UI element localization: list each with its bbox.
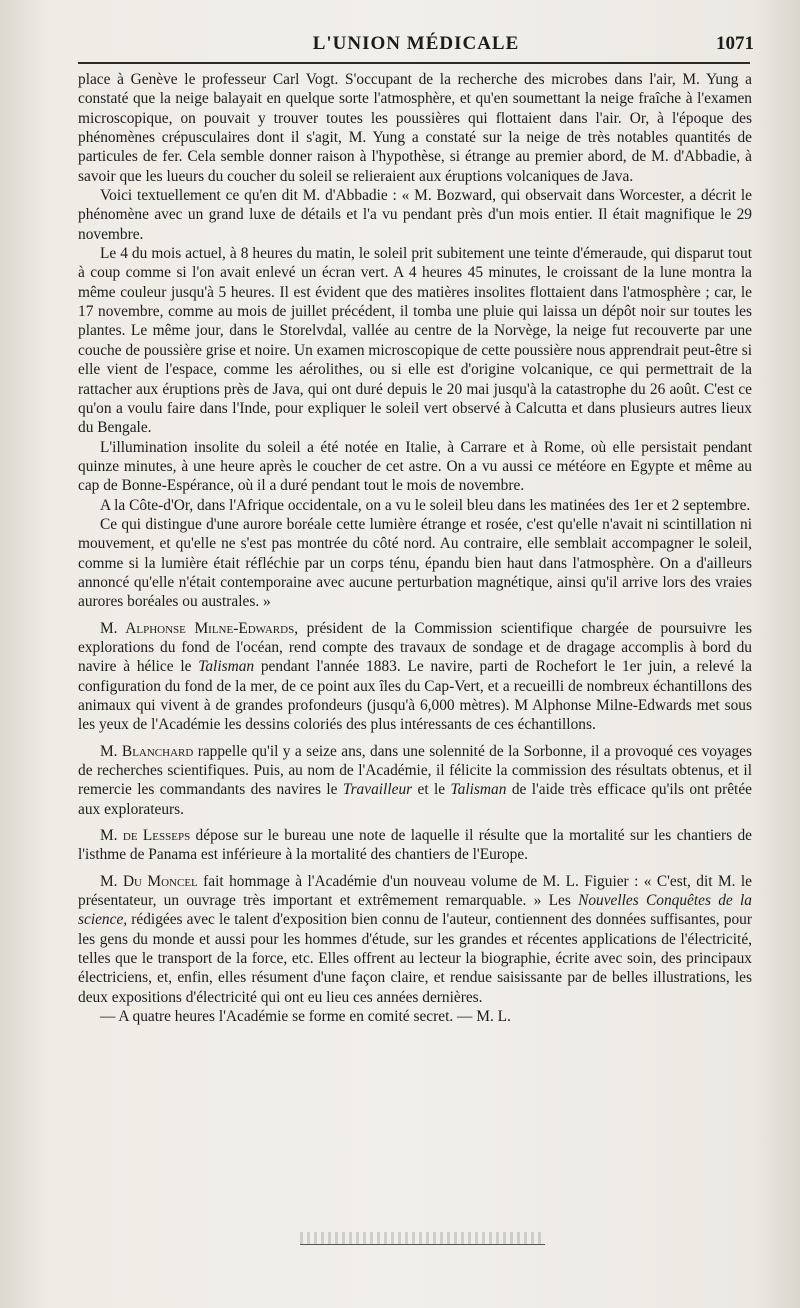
ship-name: Talisman	[198, 658, 255, 676]
running-header	[78, 30, 754, 60]
header-rule	[78, 62, 750, 64]
paragraph-blanchard: M. Blanchard rappelle qu'il y a seize ans, dans une solennité de la Sorbonne, il a provoqué ces voyages de recherches scientifiques. Puis, au nom de l'Académie, il félicite la commission des résultats obtenus, et il remercie les commandants des navires le Travailleur et le Talisman de l'aide très efficace qu'ils ont prêtée aux explorateurs.	[78, 742, 752, 818]
speaker-name: M. Blanchard	[100, 742, 194, 760]
paragraph-lesseps: M. de Lesseps dépose sur le bureau une note de laquelle il résulte que la mortalité sur les chantiers de l'isthme de Panama est inférieure à la mortalité des chantiers de l'Europe.	[78, 827, 753, 864]
ship-name: Travailleur	[342, 781, 413, 799]
speaker-name: M. Du Moncel	[100, 872, 198, 890]
page-number: 1071	[716, 33, 754, 54]
paragraph-milne-edwards: M. Alphonse Milne-Edwards, président de la Commission scientifique chargée de poursuivre les explorations du fond de l'océan, rend compte des travaux de sondage et de dragage accomplis à bord du navire à hélice le Talisman pendant l'année 1883. Le navire, parti de Rochefort le 1er juin, a relevé la configuration du fond de la mer, de ce point aux îles du Cap-Vert, et a recueilli de nombreux échantillons des animaux qui vivent à de grandes profondeurs (jusqu'à 6,000 mètres). M Alphonse Milne-Edwards met sous les yeux de l'Académie les dessins coloriés des plus intéressants de ces échantillons.	[78, 619, 752, 734]
paragraph-du-moncel: M. Du Moncel fait hommage à l'Académie d'un nouveau volume de M. L. Figuier : « C'est, dit M. le présentateur, un ouvrage très important et extrêmement remarquable. » Les Nouvelles Conquêtes de la science, rédigées avec le talent d'exposition bien connu de l'auteur, contiennent des données suffisantes, pour les gens du monde et aussi pour les hommes d'étude, sur les grandes et récentes applications de l'électricité, telles que le transport de la force, etc. Elles offrent au lecteur la biographie, écrite avec soin, des principaux électriciens, et, enfin, elles résument d'une façon claire, et rendue saisissante par de belles illustrations, les deux expositions d'électricité qui ont eu lieu ces années dernières.	[78, 872, 752, 1006]
paragraph-emerald-sun: Le 4 du mois actuel, à 8 heures du matin, le soleil prit subitement une teinte d'émeraude, qui disparut tout à coup comme si l'on avait enlevé un écran vert. A 4 heures 45 minutes, le croissant de la lune montra la même couleur jusqu'à 5 heures. Il est évident que des matières insolites flottaient dans l'atmosphère ; car, le 17 novembre, comme au mois de juillet précédent, il tomba une pluie qui laissa un dépôt noir sur toutes les plantes. Le même jour, dans le Storelvdal, vallée au centre de la Norvège, la neige fut recouverte par une couche de poussière grise et noire. Un examen microscopique de cette poussière nous apprendrait peut-être si elle vient de l'espace, comme les aérolithes, ou si elle est d'origine volcanique, ce qui permettrait de la rattacher aux éruptions près de Java, qui ont duré depuis le 20 mai jusqu'à la catastrophe du 26 août. C'est ce qu'on a voulu faire dans l'Inde, pour expliquer le soleil vert observé à Calcutta et dans plusieurs autres lieux du Bengale.	[78, 245, 752, 437]
paragraph-closing: — A quatre heures l'Académie se forme en comité secret. — M. L.	[100, 1008, 511, 1026]
paragraph-aurora-comparison: Ce qui distingue d'une aurore boréale cette lumière étrange et rosée, c'est qu'elle n'avait ni scintillation ni mouvement, et qu'elle ne s'est pas montrée du côté nord. Au contraire, elle semblait accompagner le soleil, comme si la lumière était réfléchie par un corps ténu, épandu bien haut dans l'atmosphère. On a d'ailleurs annoncé qu'elle n'était contemporaine avec aucune perturbation magnétique, ainsi qu'il arrive lors des vraies aurores boréales ou australes. »	[78, 515, 752, 611]
speaker-name: M. de Lesseps	[100, 827, 191, 845]
paragraph-blue-sun: A la Côte-d'Or, dans l'Afrique occidentale, on a vu le soleil bleu dans les matinées des 1er et 2 septembre.	[100, 496, 751, 514]
paragraph-italy-illumination: L'illumination insolite du soleil a été notée en Italie, à Carrare et à Rome, où elle persistait pendant quinze minutes, à une heure après le coucher de cet astre. On a vu aussi ce météore en Egypte et même au cap de Bonne-Espérance, où il a duré pendant tout le mois de novembre.	[78, 438, 752, 495]
book-title: Nouvelles Conquêtes de la science,	[78, 892, 752, 929]
footer-rule	[300, 1244, 545, 1245]
paragraph-abbadie-quote: Voici textuellement ce qu'en dit M. d'Abbadie : « M. Bozward, qui observait dans Worcester, a décrit le phénomène avec un grand luxe de détails et l'a vu pendant près d'un mois entier. Il était magnifique le 29 novembre.	[78, 187, 752, 243]
paragraph-yung-observations: place à Genève le professeur Carl Vogt. S'occupant de la recherche des microbes dans l'air, M. Yung a constaté que la neige balayait en quelque sorte l'atmosphère, et qu'en soumettant la neige fraîche à l'examen microscopique, on pouvait y trouver toutes les poussières qui flottaient dans l'air. Or, à l'époque des phénomènes crépusculaires dont il s'agit, M. Yung a constaté sur la neige de très notables quantités de particules de fer. Cela semble donner raison à l'hypothèse, si étrange au premier abord, de M. d'Abbadie, à savoir que les lueurs du coucher du soleil se relieraient aux éruptions volcaniques de Java.	[78, 71, 752, 185]
article-body	[78, 70, 752, 1027]
speaker-name: M. Alphonse Milne-Edwards	[100, 619, 295, 637]
running-title: L'UNION MÉDICALE	[312, 33, 520, 54]
ship-name: Talisman	[450, 781, 507, 799]
printer-mark	[300, 1232, 545, 1244]
